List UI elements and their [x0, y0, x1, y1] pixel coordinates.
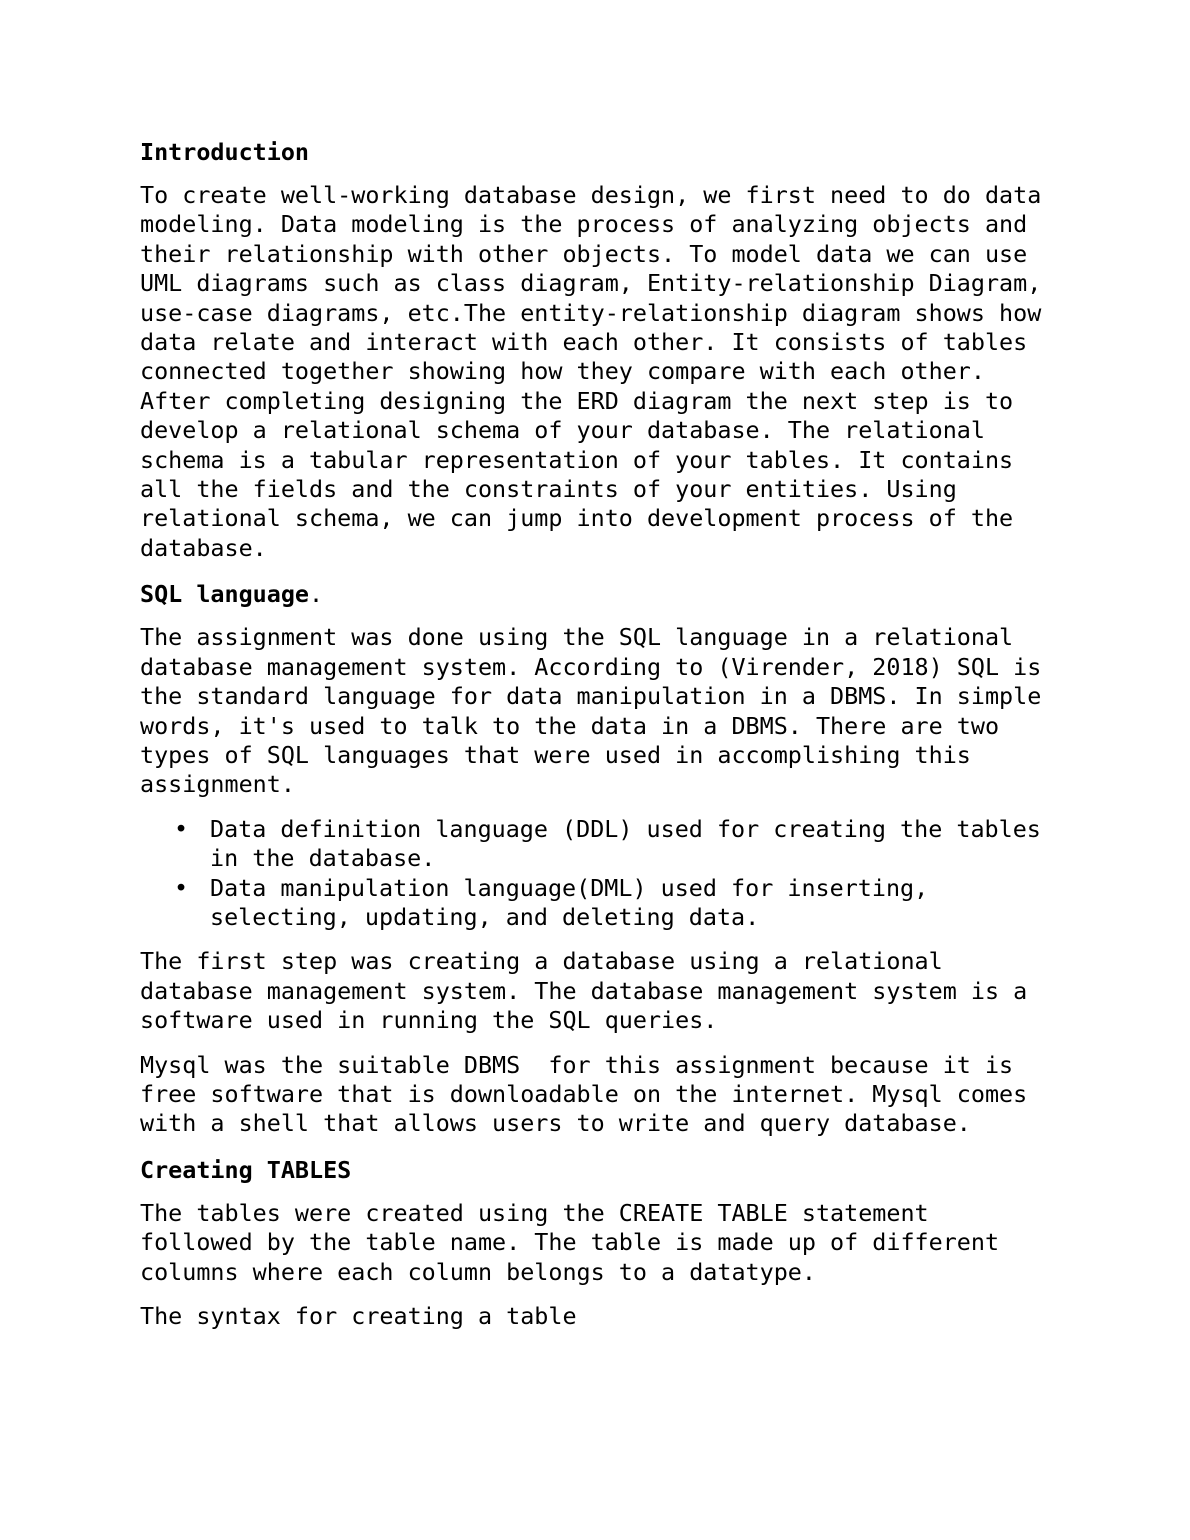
list-item	[140, 874, 1060, 933]
text-line: data relate and interact with each other. It consists of tables	[140, 328, 1028, 357]
text-line: UML diagrams such as class diagram, Entity-relationship Diagram,	[140, 269, 1042, 298]
text-line: relational schema, we can jump into development process of the	[140, 504, 1014, 533]
document-body	[140, 136, 1060, 1331]
text-line: all the fields and the constraints of your entities. Using	[140, 475, 957, 504]
text-line: words, it's used to talk to the data in a DBMS. There are two	[140, 711, 1000, 740]
text-line: their relationship with other objects. To model data we can use	[140, 239, 1028, 268]
sql-types-list	[140, 815, 1060, 933]
text-line: assignment.	[140, 770, 295, 799]
bullet-icon: •	[174, 873, 189, 902]
text-line: database management system. According to (Virender, 2018) SQL is	[140, 652, 1042, 681]
section-heading-introduction: Introduction	[140, 138, 309, 166]
text-line: develop a relational schema of your database. The relational	[140, 416, 985, 445]
text-line: software used in running the SQL queries.	[140, 1006, 718, 1035]
text-line: database management system. The database management system is a	[140, 976, 1028, 1005]
bullet-icon: •	[174, 814, 189, 843]
text-line: types of SQL languages that were used in accomplishing this	[140, 740, 971, 769]
text-line: free software that is downloadable on the internet. Mysql comes	[140, 1079, 1028, 1108]
text-line: use-case diagrams, etc.The entity-relationship diagram shows how	[140, 298, 1042, 327]
text-line: After completing designing the ERD diagram the next step is to	[140, 386, 1014, 415]
dbms-paragraph	[140, 947, 1060, 1035]
text-line: columns where each column belongs to a datatype.	[140, 1257, 816, 1286]
text-line: Data definition language (DDL) used for creating the tables	[210, 814, 1041, 843]
text-line: the standard language for data manipulation in a DBMS. In simple	[140, 682, 1042, 711]
text-line: Data manipulation language(DML) used for inserting,	[210, 873, 929, 902]
text-line: The assignment was done using the SQL language in a relational	[140, 623, 1014, 652]
text-line: database.	[140, 533, 267, 562]
text-line: connected together showing how they compare with each other.	[140, 357, 985, 386]
text-line: in the database.	[210, 844, 436, 873]
syntax-intro-line: The syntax for creating a table	[140, 1302, 577, 1330]
text-line: modeling. Data modeling is the process of analyzing objects and	[140, 210, 1028, 239]
section-heading-sql-language	[140, 578, 1060, 610]
text-line: Mysql was the suitable DBMS for this assignment because it is	[140, 1050, 1014, 1079]
text-line: The tables were created using the CREATE TABLE statement	[140, 1198, 929, 1227]
mysql-paragraph	[140, 1051, 1060, 1139]
text-line: selecting, updating, and deleting data.	[210, 902, 760, 931]
text-line: To create well-working database design, we first need to do data	[140, 181, 1042, 209]
text-line: schema is a tabular representation of your tables. It contains	[140, 445, 1014, 474]
text-line: followed by the table name. The table is made up of different	[140, 1228, 1000, 1257]
sql-paragraph	[140, 623, 1060, 799]
sql-heading-text: SQL language	[140, 580, 309, 609]
tables-paragraph	[140, 1199, 1060, 1287]
list-item	[140, 815, 1060, 874]
section-heading-creating-tables: Creating TABLES	[140, 1155, 352, 1184]
text-line: The first step was creating a database using a relational	[140, 947, 943, 976]
text-line: with a shell that allows users to write and query database.	[140, 1109, 971, 1138]
intro-paragraph	[140, 181, 1060, 563]
sql-heading-period: .	[309, 580, 324, 609]
